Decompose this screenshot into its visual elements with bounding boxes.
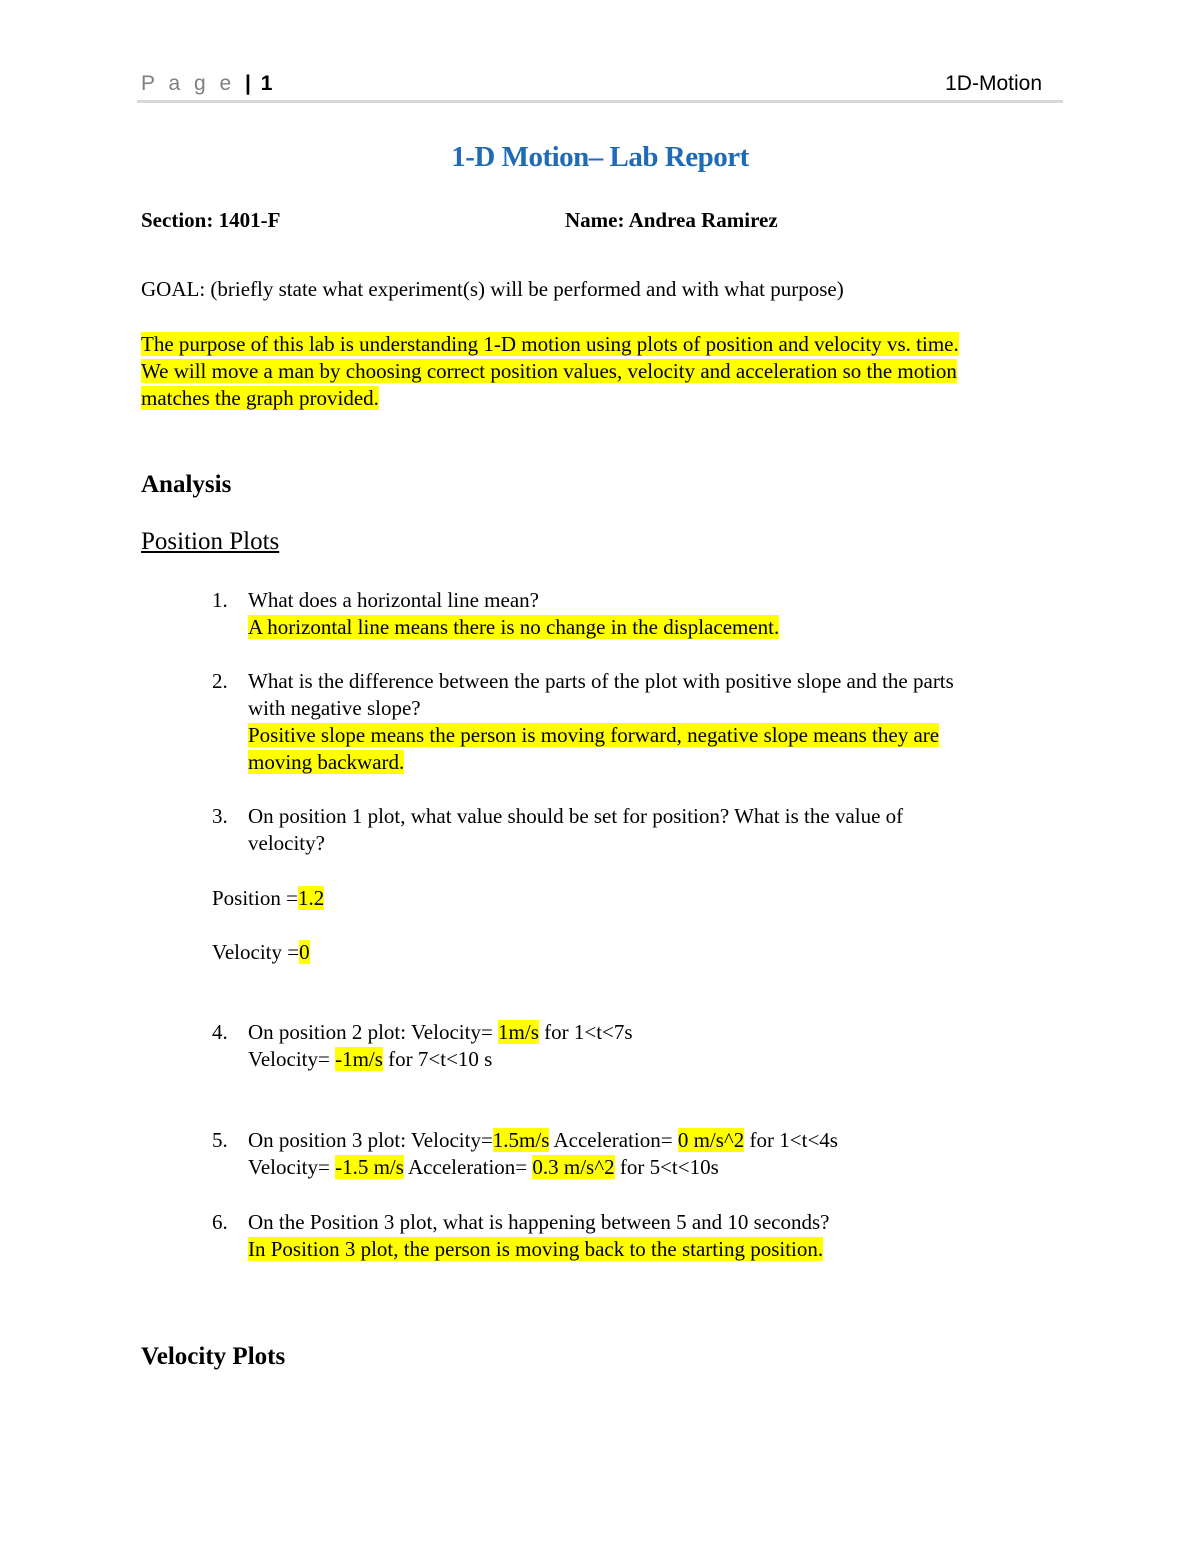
page-separator: | — [245, 72, 251, 95]
goal-answer-text: We will move a man by choosing correct position values, velocity and acceleration so the motion — [141, 359, 957, 383]
position-plots-heading: Position Plots — [141, 528, 280, 555]
q5-line2-suffix: for 5<t<10s — [614, 1155, 719, 1179]
question-number: 4. — [212, 1020, 228, 1044]
goal-answer-line-2 — [141, 359, 957, 384]
q5-line1-mid: Acceleration= — [549, 1128, 678, 1152]
analysis-heading: Analysis — [141, 471, 232, 498]
question-number: 3. — [212, 804, 228, 828]
q5-acceleration-value-2: 0.3 m/s^2 — [532, 1155, 615, 1179]
question-6-answer — [248, 1237, 823, 1262]
header-divider — [137, 100, 1063, 103]
answer-text: In Position 3 plot, the person is moving back to the starting position. — [248, 1237, 824, 1261]
q4-velocity-value-1: 1m/s — [498, 1020, 539, 1044]
q5-velocity-value-2: -1.5 m/s — [335, 1155, 404, 1179]
velocity-plots-heading: Velocity Plots — [141, 1343, 286, 1370]
answer-text: A horizontal line means there is no change in the displacement. — [248, 615, 780, 639]
q5-line1-suffix: for 1<t<4s — [744, 1128, 838, 1152]
question-4-line-2 — [248, 1047, 492, 1072]
question-2-answer-line-2 — [248, 750, 404, 775]
question-number: 6. — [212, 1210, 228, 1234]
section-label: Section: 1401-F — [141, 208, 281, 232]
q4-line2-suffix: for 7<t<10 s — [382, 1047, 493, 1071]
question-2-answer-line-1 — [248, 723, 939, 748]
velocity-value: 0 — [299, 940, 310, 964]
goal-answer-text: The purpose of this lab is understanding 1-D motion using plots of position and velocity vs. time. — [141, 332, 959, 356]
question-6-text: On the Position 3 plot, what is happening between 5 and 10 seconds? — [248, 1210, 830, 1234]
position-answer — [212, 886, 324, 911]
q4-line1-prefix: On position 2 plot: Velocity= — [248, 1020, 499, 1044]
q4-line1-suffix: for 1<t<7s — [538, 1020, 633, 1044]
question-number: 1. — [212, 588, 228, 612]
q4-line2-prefix: Velocity= — [248, 1047, 336, 1071]
velocity-answer — [212, 940, 310, 965]
page-word: P a g e — [141, 72, 236, 95]
goal-answer-line-1 — [141, 332, 959, 357]
question-5-line-1 — [248, 1128, 838, 1153]
goal-answer-text: matches the graph provided. — [141, 386, 379, 410]
q4-velocity-value-2: -1m/s — [335, 1047, 383, 1071]
question-number: 5. — [212, 1128, 228, 1152]
question-4-line-1 — [248, 1020, 633, 1045]
document-title: 1-D Motion– Lab Report — [451, 141, 749, 173]
q5-line1-prefix: On position 3 plot: Velocity= — [248, 1128, 493, 1152]
header-doc-label: 1D-Motion — [945, 72, 1042, 95]
student-name: Name: Andrea Ramirez — [565, 208, 778, 232]
question-2-text-line-2: with negative slope? — [248, 696, 421, 720]
question-3-text-line-2: velocity? — [248, 831, 325, 855]
question-2-text-line-1: What is the difference between the parts of the plot with positive slope and the parts — [248, 669, 954, 693]
q5-velocity-value-1: 1.5m/s — [492, 1128, 550, 1152]
question-5-line-2 — [248, 1155, 719, 1180]
goal-answer-line-3 — [141, 386, 379, 411]
question-1-text: What does a horizontal line mean? — [248, 588, 539, 612]
q5-line2-prefix: Velocity= — [248, 1155, 336, 1179]
question-number: 2. — [212, 669, 228, 693]
position-value: 1.2 — [297, 886, 325, 910]
page-number: 1 — [260, 72, 273, 95]
question-3-text-line-1: On position 1 plot, what value should be set for position? What is the value of — [248, 804, 904, 828]
q5-acceleration-value-1: 0 m/s^2 — [677, 1128, 745, 1152]
velocity-label: Velocity = — [212, 940, 300, 964]
answer-text: Positive slope means the person is moving forward, negative slope means they are — [248, 723, 940, 747]
q5-line2-mid: Acceleration= — [403, 1155, 533, 1179]
answer-text: moving backward. — [248, 750, 405, 774]
position-label: Position = — [212, 886, 298, 910]
page-number-label — [141, 72, 272, 96]
question-1-answer — [248, 615, 779, 640]
goal-prompt: GOAL: (briefly state what experiment(s) will be performed and with what purpose) — [141, 277, 844, 301]
